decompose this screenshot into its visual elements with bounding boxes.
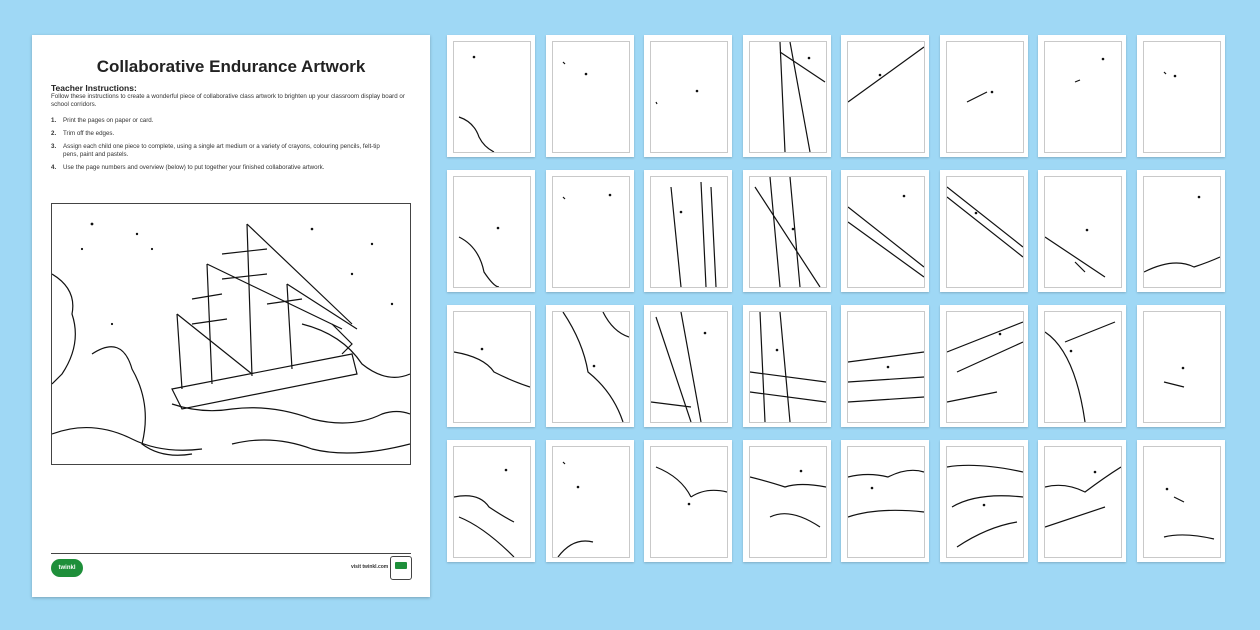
tile-star <box>688 503 691 506</box>
tile-star <box>680 211 683 214</box>
tile-star <box>1070 350 1073 353</box>
tile-inner-border <box>650 176 728 288</box>
step-number: 2. <box>51 130 57 137</box>
page-title: Collaborative Endurance Artwork <box>96 57 366 76</box>
tile-star <box>1173 75 1176 78</box>
artwork-tile <box>841 35 929 157</box>
artwork-tile <box>546 440 634 562</box>
artwork-tile <box>546 35 634 157</box>
tile-line <box>1164 72 1166 74</box>
tile-sketch <box>947 42 1023 152</box>
tile-sketch <box>651 447 727 557</box>
artwork-tile <box>841 170 929 292</box>
artwork-tile <box>447 35 535 157</box>
tile-line <box>656 467 727 497</box>
tile-star <box>1086 229 1089 232</box>
artwork-tile <box>743 170 831 292</box>
footer-divider <box>51 553 411 554</box>
tile-sketch <box>947 177 1023 287</box>
artwork-tile <box>1038 35 1126 157</box>
instructions-intro: Follow these instructions to create a wonderful piece of collaborative class artwork to brighten up your classroom display board or school corridors. <box>51 93 405 108</box>
tile-sketch <box>1144 177 1220 287</box>
tile-inner-border <box>847 311 925 423</box>
step-text: Use the page numbers and overview (below) to put together your finished collaborative artwork. <box>63 164 325 171</box>
tile-line <box>947 322 1023 402</box>
tile-sketch <box>947 447 1023 557</box>
tile-sketch <box>848 312 924 422</box>
tile-inner-border <box>946 446 1024 558</box>
tile-line <box>1075 80 1080 82</box>
tile-line <box>558 462 593 557</box>
tile-sketch <box>651 42 727 152</box>
tile-line <box>651 312 701 422</box>
tile-sketch <box>553 312 629 422</box>
tile-star <box>1165 488 1168 491</box>
tile-line <box>459 117 494 152</box>
tile-inner-border <box>1044 311 1122 423</box>
artwork-tile <box>447 305 535 427</box>
artwork-tile <box>940 35 1028 157</box>
artwork-tile <box>644 170 732 292</box>
tile-inner-border <box>453 446 531 558</box>
tile-sketch <box>750 312 826 422</box>
artwork-tile <box>743 35 831 157</box>
tile-star <box>775 349 778 352</box>
artwork-tile <box>1137 305 1225 427</box>
tile-inner-border <box>1044 41 1122 153</box>
tile-star <box>807 57 810 60</box>
tile-sketch <box>553 42 629 152</box>
artwork-tile <box>940 440 1028 562</box>
tile-sketch <box>750 177 826 287</box>
tile-star <box>982 504 985 507</box>
tile-star <box>887 366 890 369</box>
step-item <box>51 117 391 125</box>
artwork-tile <box>743 440 831 562</box>
tile-star <box>998 333 1001 336</box>
artwork-tile <box>447 440 535 562</box>
tile-line <box>671 182 716 287</box>
artwork-tile <box>546 170 634 292</box>
artwork-tile <box>1038 305 1126 427</box>
tile-inner-border <box>946 311 1024 423</box>
tile-line <box>563 312 629 422</box>
tile-inner-border <box>946 41 1024 153</box>
tile-line <box>1164 382 1184 387</box>
tile-sketch <box>848 42 924 152</box>
tile-star <box>704 332 707 335</box>
step-text: Assign each child one piece to complete, using a single art medium or a variety of crayons, colouring pencils, felt-tip pens, paint and pastels. <box>63 143 380 158</box>
tile-line <box>1144 257 1220 272</box>
tile-star <box>481 348 484 351</box>
artwork-tile <box>841 305 929 427</box>
tile-star <box>1102 58 1105 61</box>
tile-sketch <box>947 312 1023 422</box>
tile-line <box>780 42 825 152</box>
tile-inner-border <box>847 41 925 153</box>
tile-star <box>871 487 874 490</box>
tile-inner-border <box>1143 446 1221 558</box>
tile-inner-border <box>1143 41 1221 153</box>
tile-sketch <box>454 177 530 287</box>
badge-icon <box>390 556 412 580</box>
tile-inner-border <box>749 311 827 423</box>
artwork-tile <box>841 440 929 562</box>
site-link[interactable]: visit twinkl.com <box>351 564 389 570</box>
tile-star <box>696 90 699 93</box>
tile-line <box>1045 467 1121 527</box>
tile-star <box>791 228 794 231</box>
tile-line <box>1045 322 1115 422</box>
tile-inner-border <box>1143 311 1221 423</box>
tile-sketch <box>1045 447 1121 557</box>
tile-sketch <box>553 177 629 287</box>
tile-star <box>1094 471 1097 474</box>
tile-inner-border <box>946 176 1024 288</box>
tile-inner-border <box>749 41 827 153</box>
tile-sketch <box>1144 447 1220 557</box>
step-number: 3. <box>51 143 57 150</box>
step-item <box>51 143 391 159</box>
step-text: Print the pages on paper or card. <box>63 117 154 124</box>
tile-star <box>473 56 476 59</box>
tile-line <box>459 237 499 287</box>
tile-inner-border <box>1143 176 1221 288</box>
tile-star <box>497 227 500 230</box>
tile-star <box>592 365 595 368</box>
tile-star <box>1181 367 1184 370</box>
artwork-tile <box>546 305 634 427</box>
tile-inner-border <box>847 446 925 558</box>
twinkl-logo: twinkl <box>51 559 83 577</box>
tile-line <box>454 352 530 387</box>
tile-inner-border <box>650 41 728 153</box>
artwork-tile <box>644 440 732 562</box>
step-text: Trim off the edges. <box>63 130 115 137</box>
tile-sketch <box>1045 177 1121 287</box>
artwork-tile <box>1038 440 1126 562</box>
tile-star <box>584 73 587 76</box>
tile-sketch <box>454 447 530 557</box>
tile-inner-border <box>453 311 531 423</box>
tile-line <box>967 92 987 102</box>
artwork-tile <box>1038 170 1126 292</box>
tile-line <box>848 207 924 277</box>
tile-sketch <box>651 312 727 422</box>
tile-line <box>947 465 1023 547</box>
artwork-tile <box>1137 170 1225 292</box>
tile-line <box>848 470 924 517</box>
tile-star <box>799 470 802 473</box>
tile-inner-border <box>552 176 630 288</box>
tile-inner-border <box>552 446 630 558</box>
tile-inner-border <box>1044 176 1122 288</box>
tile-star <box>879 74 882 77</box>
tile-star <box>608 194 611 197</box>
artwork-tile <box>1137 440 1225 562</box>
tile-inner-border <box>552 41 630 153</box>
tile-sketch <box>454 312 530 422</box>
tile-line <box>1164 497 1214 539</box>
tile-sketch <box>848 447 924 557</box>
tile-inner-border <box>1044 446 1122 558</box>
step-number: 1. <box>51 117 57 124</box>
ship-overview-image <box>51 203 411 465</box>
tile-inner-border <box>749 446 827 558</box>
tile-line <box>848 352 924 402</box>
ship-illustration <box>52 204 410 464</box>
step-item <box>51 130 391 138</box>
tile-star <box>903 195 906 198</box>
tile-sketch <box>553 447 629 557</box>
artwork-tile <box>940 305 1028 427</box>
tile-inner-border <box>749 176 827 288</box>
tile-star <box>576 486 579 489</box>
tile-sketch <box>1045 42 1121 152</box>
tile-line <box>656 102 657 104</box>
tile-star <box>990 91 993 94</box>
tile-inner-border <box>453 176 531 288</box>
tile-line <box>755 177 820 287</box>
tile-sketch <box>750 447 826 557</box>
tile-sketch <box>651 177 727 287</box>
tile-inner-border <box>453 41 531 153</box>
artwork-tile <box>743 305 831 427</box>
tile-line <box>750 477 826 527</box>
tile-inner-border <box>650 446 728 558</box>
tile-star <box>1197 196 1200 199</box>
tile-line <box>750 312 826 422</box>
tile-inner-border <box>552 311 630 423</box>
tile-line <box>563 197 565 199</box>
tile-line <box>454 496 514 557</box>
tile-inner-border <box>847 176 925 288</box>
artwork-tile <box>940 170 1028 292</box>
instructions-heading: Teacher Instructions: <box>51 83 137 93</box>
step-number: 4. <box>51 164 57 171</box>
tile-line <box>947 187 1023 257</box>
artwork-tile <box>644 35 732 157</box>
tile-line <box>563 62 565 64</box>
instruction-sheet <box>32 35 430 597</box>
tile-inner-border <box>650 311 728 423</box>
artwork-tile <box>447 170 535 292</box>
tile-sketch <box>750 42 826 152</box>
tile-star <box>974 212 977 215</box>
tile-sketch <box>454 42 530 152</box>
tile-sketch <box>1144 42 1220 152</box>
tile-sketch <box>1045 312 1121 422</box>
tile-line <box>1045 237 1105 277</box>
artwork-tile <box>1137 35 1225 157</box>
tile-line <box>848 47 924 102</box>
steps-list <box>51 117 391 177</box>
step-item <box>51 164 391 172</box>
tile-sketch <box>1144 312 1220 422</box>
tile-sketch <box>848 177 924 287</box>
artwork-tile <box>644 305 732 427</box>
tile-star <box>505 469 508 472</box>
